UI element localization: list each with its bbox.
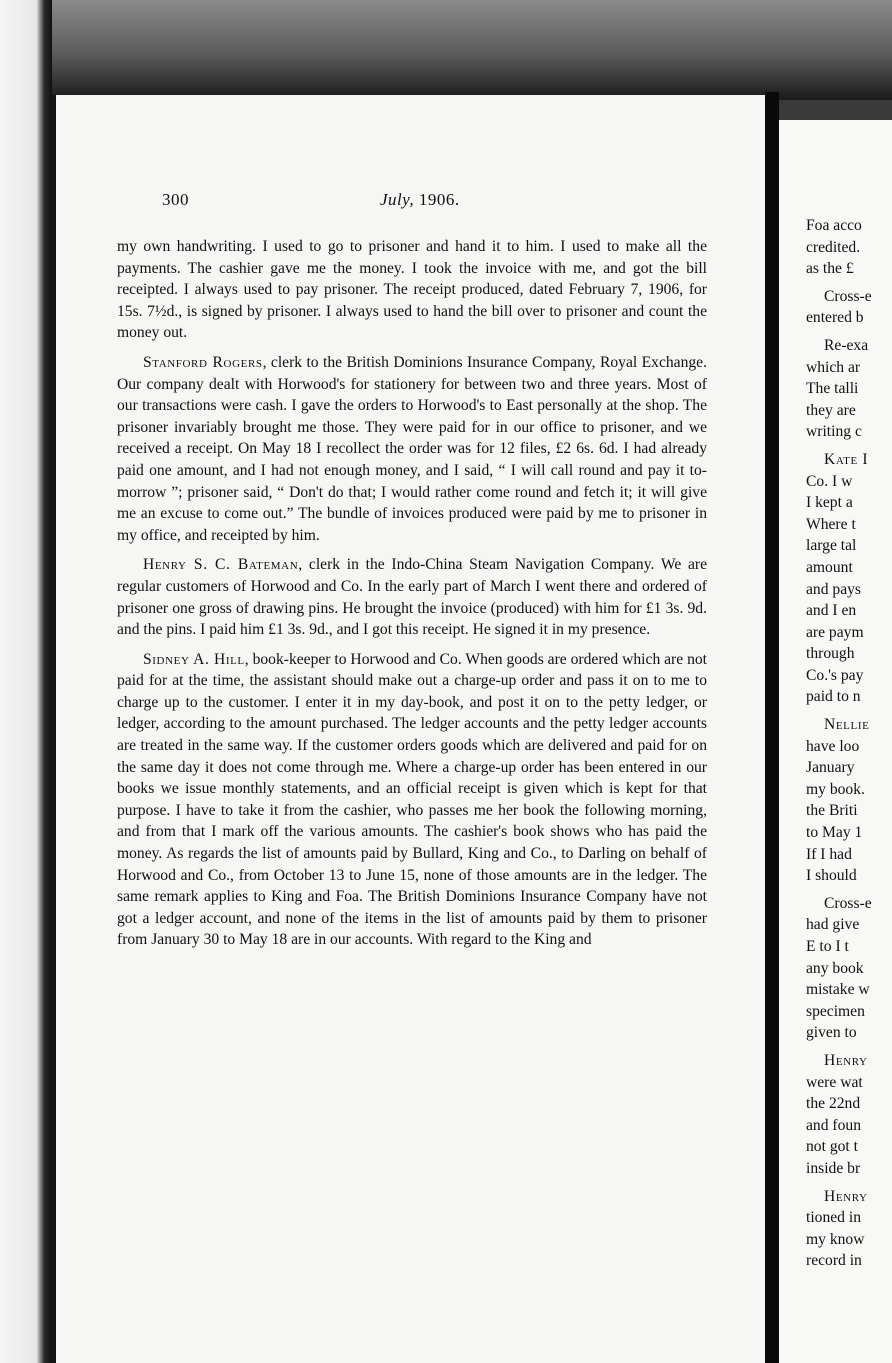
paragraph-text: , clerk in the Indo-China Steam Navigation Company. We are regular customers of Horwood and Co. In the early part of March I went there and ordered of prisoner one gross of drawing pins. He brought the invoice (produced) with him for £1 3s. 9d. and the pins. I paid him £1 3s. 9d., and I got this receipt. He signed it in my presence. [117,556,707,639]
right-column-line: through [806,645,855,663]
witness-paragraph [117,352,707,546]
right-column-fragments [806,215,892,1272]
header-month: July, [380,190,415,209]
right-column-line: record in [806,1252,862,1270]
header-date [380,190,460,210]
right-column-line: amount [806,558,853,576]
right-column-line: tioned in [806,1209,862,1227]
right-column-line: Henry [824,1051,868,1069]
witness-name: Henry S. C. Bateman [143,556,299,574]
right-column-line: paid to n [806,688,861,706]
right-column-line: Henry [824,1187,868,1205]
header-year: 1906. [418,190,460,209]
paragraph-text: my own handwriting. I used to go to prisoner and hand it to him. I used to make all the payments. The cashier gave me the money. I took the invoice with me, and got the bill receipted. I always used to pay prisoner. The receipt produced, dated February 7, 1906, for 15s. 7½d., is signed by prisoner. I always used to hand the bill over to prisoner and count the money out. [117,238,707,342]
right-column-line: had give [806,916,860,934]
book-gutter [765,92,779,1363]
witness-paragraph [117,554,707,640]
right-column-line: January [806,759,855,777]
right-column-line: Co. I w [806,472,853,490]
right-column-line: my book. [806,780,865,798]
right-column-line: Foa acco [806,217,862,234]
right-column-line: inside br [806,1159,861,1177]
right-column-line: Nellie [824,716,870,734]
right-column-line: entered b [806,309,864,327]
right-column-line: not got t [806,1138,858,1156]
right-column-line: and pays [806,580,861,598]
right-column-line: my know [806,1230,865,1248]
right-column-line: any book [806,959,864,977]
right-column-line: Co.'s pay [806,666,864,684]
right-column-line: which ar [806,358,861,376]
right-column-line: have loo [806,737,860,755]
scan-top-shadow [0,0,892,100]
right-column-line: mistake w [806,981,870,999]
scan-left-edge [0,0,52,1363]
right-column-line: and foun [806,1116,861,1134]
right-column-line: credited. [806,238,861,256]
right-column-line: Cross-e [824,894,872,912]
right-column-line: Re-exa [824,336,869,354]
right-column-line: as the £ [806,260,854,278]
right-column-line: Where t [806,515,856,533]
right-column-line: Kate I [824,450,869,468]
right-column-line: I should [806,867,857,885]
right-column-clip [806,215,892,1315]
witness-name: Sidney A. Hill [143,650,245,668]
right-column-line: E to I t [806,938,849,955]
right-column-line: the 22nd [806,1095,861,1113]
main-text-column [117,236,707,951]
witness-paragraph [117,649,707,951]
paragraph-continuation [117,236,707,344]
witness-name: Stanford Rogers [143,353,263,371]
running-head [162,190,722,214]
right-column-line: they are [806,401,856,419]
right-column-line: are paym [806,623,864,641]
right-column-line: were wat [806,1073,863,1091]
right-column-line: I kept a [806,494,853,512]
right-column-line: large tal [806,537,857,555]
right-column-line: to May 1 [806,824,863,842]
right-column-line: given to [806,1024,857,1042]
right-column-line: the Briti [806,802,858,820]
right-column-line: If I had [806,845,852,863]
right-column-line: writing c [806,423,862,441]
right-column-line: and I en [806,602,857,620]
page-number: 300 [162,190,189,209]
paragraph-text: , clerk to the British Dominions Insurance Company, Royal Exchange. Our company dealt with Horwood's for stationery for between two and three years. Most of our transactions were cash. I gave the orders to Horwood's to East personally at the shop. The prisoner invariably brought me those. They were paid for in our office to prisoner, and we received a receipt. On May 18 I recollect the order was for 12 files, £2 6s. 6d. I had already paid one amount, and I had not enough money, and I said, “ I will call round and pay it to-morrow ”; prisoner said, “ Don't do that; I would rather come round and fetch it; it will give me an excuse to come out.” The bundle of invoices produced were paid by me to prisoner in my office, and receipted by him. [117,353,707,544]
right-column-line: specimen [806,1002,865,1020]
right-column-line: The talli [806,380,859,398]
paragraph-text: , book-keeper to Horwood and Co. When goods are ordered which are not paid for at the time, the assistant should make out a charge-up order and pass it on to me to charge up to the customer. I enter it in my day-book, and post it on to the petty ledger, or ledger, according to the amount purchased. The ledger accounts and the petty ledger accounts are treated in the same way. If the customer orders goods which are delivered and paid for on the same day it does not come through me. Where a charge-up order has been entered in our books we issue monthly statements, and an official receipt is given which is kept for that purpose. I have to take it from the cashier, who passes me her book the following morning, and from that I mark off the various amounts. The cashier's book shows who has paid the money. As regards the list of amounts paid by Bullard, King and Co., to Darling on behalf of Horwood and Co., from October 13 to June 15, none of those amounts are in the ledger. The same remark applies to King and Foa. The British Dominions Insurance Company have not got a ledger account, and none of the items in the list of amounts paid by them to prisoner from January 30 to May 18 are in our accounts. With regard to the King and [117,650,708,949]
right-column-line: Cross-e [824,287,872,305]
